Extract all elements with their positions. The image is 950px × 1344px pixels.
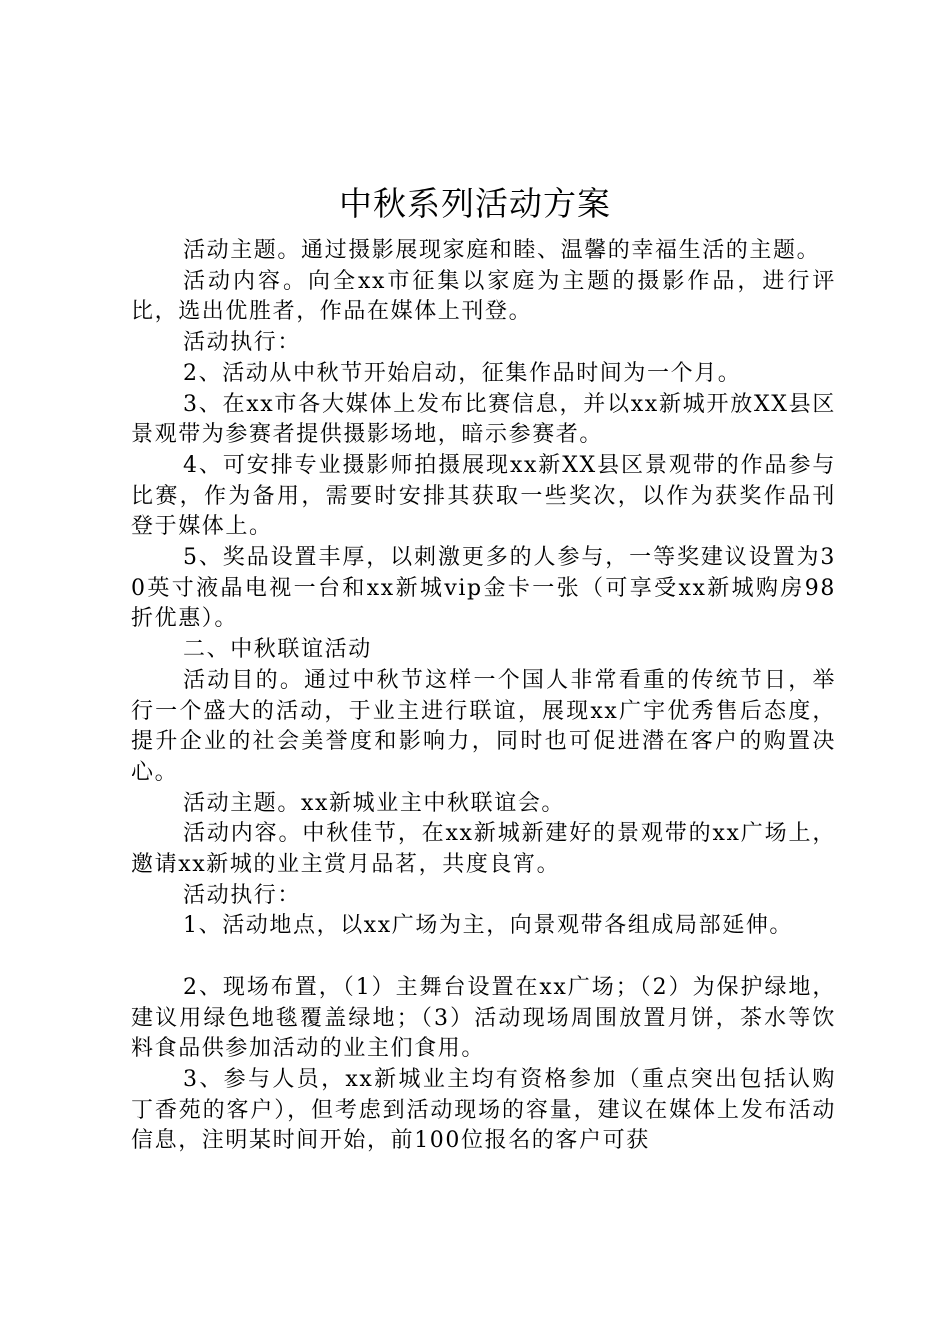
paragraph-photo-execution-heading: 活动执行：: [183, 330, 302, 356]
paragraph-gala-content: 活动内容。中秋佳节，在xx新城新建好的景观带的xx广场上，邀请xx新城的业主赏月品茗，共度良宵。: [131, 821, 836, 878]
paragraph-gala-step-1: 1、活动地点，以xx广场为主，向景观带各组成局部延伸。: [183, 913, 794, 939]
section-heading-gala: 二、中秋联谊活动: [183, 637, 372, 663]
paragraph-gala-step-2: 2、现场布置，（1）主舞台设置在xx广场；（2）为保护绿地，建议用绿色地毯覆盖绿地；（3）活动现场周围放置月饼，茶水等饮料食品供参加活动的业主们食用。: [131, 974, 836, 1062]
paragraph-photo-step-4: 4、可安排专业摄影师拍摄展现xx新XX县区景观带的作品参与比赛，作为备用，需要时安排其获取一些奖次，以作为获奖作品刊登于媒体上。: [131, 452, 836, 540]
paragraph-gala-purpose: 活动目的。通过中秋节这样一个国人非常看重的传统节日，举行一个盛大的活动，于业主进行联谊，展现xx广宇优秀售后态度，提升企业的社会美誉度和影响力，同时也可促进潜在客户的购置决心。: [131, 667, 836, 785]
paragraph-gala-step-3: 3、参与人员，xx新城业主均有资格参加（重点突出包括认购丁香苑的客户），但考虑到活动现场的容量，建议在媒体上发布活动信息，注明某时间开始，前100位报名的客户可获: [131, 1066, 836, 1154]
paragraph-photo-step-3: 3、在xx市各大媒体上发布比赛信息，并以xx新城开放XX县区景观带为参赛者提供摄影场地，暗示参赛者。: [131, 391, 836, 448]
paragraph-gala-theme: 活动主题。xx新城业主中秋联谊会。: [183, 790, 566, 816]
document-title: 中秋系列活动方案: [339, 184, 611, 223]
paragraph-photo-theme: 活动主题。通过摄影展现家庭和睦、温馨的幸福生活的主题。: [183, 238, 821, 263]
paragraph-gala-execution-heading: 活动执行：: [183, 882, 302, 908]
document-body: [131, 236, 836, 1157]
paragraph-photo-step-2: 2、活动从中秋节开始启动，征集作品时间为一个月。: [183, 360, 742, 386]
paragraph-photo-step-5: 5、奖品设置丰厚，以刺激更多的人参与，一等奖建议设置为30英寸液晶电视一台和xx新城vip金卡一张（可享受xx新城购房98折优惠）。: [131, 545, 836, 632]
paragraph-photo-content: 活动内容。向全xx市征集以家庭为主题的摄影作品，进行评比，选出优胜者，作品在媒体上刊登。: [131, 268, 836, 325]
